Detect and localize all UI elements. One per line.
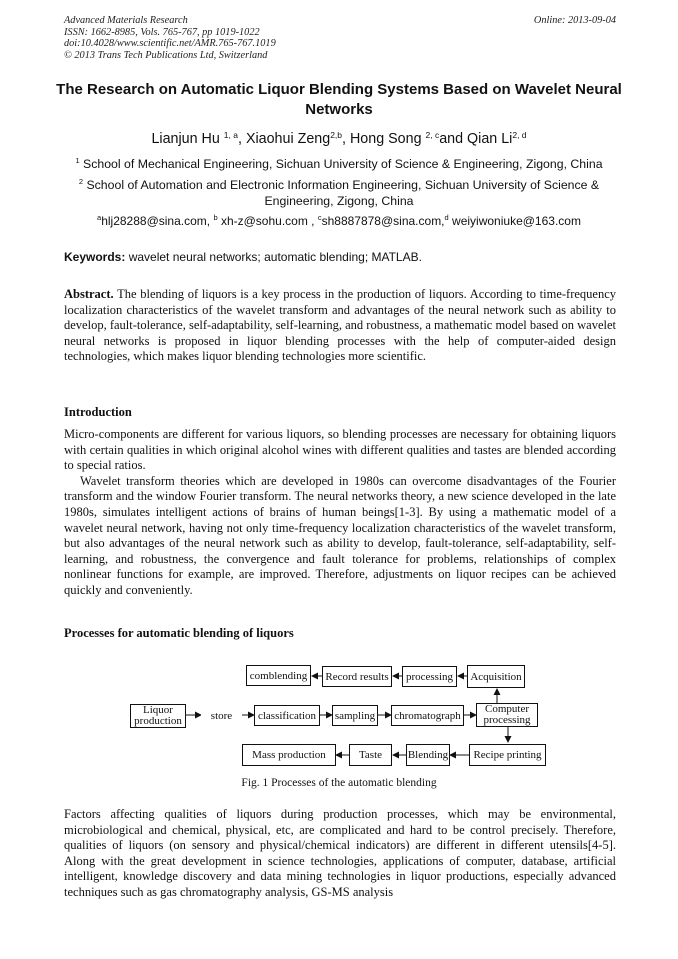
author-affiliation-mark: 1, a: [223, 130, 238, 140]
email-mark: b: [213, 213, 218, 222]
affiliation-2: [56, 178, 622, 209]
email-link[interactable]: hlj28288@sina.com,: [101, 214, 214, 228]
author-affiliation-mark: 2, d: [512, 130, 527, 140]
email-mark: c: [317, 213, 322, 222]
email-link[interactable]: sh8887878@sina.com,: [321, 214, 445, 228]
section-heading-introduction: Introduction: [64, 405, 132, 419]
journal-name: Advanced Materials Research: [64, 15, 188, 26]
journal-header: [64, 15, 616, 61]
node-blending: Blending: [406, 744, 450, 766]
figure-caption: Fig. 1 Processes of the automatic blending: [241, 777, 437, 789]
abstract-label: Abstract.: [64, 287, 114, 301]
affiliation-text: School of Automation and Electronic Information Engineering, Sichuan University of Science & Engineering, Zigong, China: [86, 178, 600, 208]
node-record-results: Record results: [322, 666, 392, 687]
author-name: Hong Song: [349, 131, 422, 147]
author-emails: [50, 214, 628, 229]
node-acquisition: Acquisition: [467, 665, 525, 688]
node-taste: Taste: [349, 744, 392, 766]
abstract: [64, 287, 616, 365]
node-computer-processing: Computer processing: [476, 703, 538, 727]
affiliation-mark: 1: [75, 156, 80, 165]
paragraph: Factors affecting qualities of liquors during production processes, which may be environmental, microbiological and chemical, physical, etc, are complicated and hard to be control precisely. Therefore, qualities of liquors (on sensory and physical/chemical indicators) are different in different utensils[4-5]. Along with the great development in science technologies, applications of computer, database, artificial intelligent, knowledge discovery and data mining technologies in liquor productions, especially advanced techniques such as gas chromatography analysis, GS-MS analysis: [64, 807, 616, 899]
node-classification: classification: [254, 705, 320, 726]
node-mass-production: Mass production: [242, 744, 336, 766]
keywords: [64, 250, 616, 265]
node-sampling: sampling: [332, 705, 378, 726]
affiliation-mark: 2: [78, 177, 84, 186]
node-comblending: comblending: [246, 665, 311, 686]
keywords-label: Keywords:: [64, 250, 126, 264]
copyright-line: © 2013 Trans Tech Publications Ltd, Switzerland: [64, 49, 268, 61]
author-list: Lianjun Hu $^{1, a}$, Xiaohui Zeng$^{2,b}$, Hong Song $^{2, c}$and Qian Li$^{2, d}$: [151, 130, 527, 147]
email-link[interactable]: weiyiwoniuke@163.com: [448, 214, 581, 228]
email-mark: d: [444, 213, 449, 222]
email-link[interactable]: xh-z@sohu.com ,: [217, 214, 318, 228]
section-heading-processes: Processes for automatic blending of liquors: [64, 626, 294, 640]
author-name: Qian Li: [467, 131, 513, 147]
keywords-text: wavelet neural networks; automatic blending; MATLAB.: [125, 250, 422, 264]
paragraph: Wavelet transform theories which are developed in 1980s can overcome disadvantages of the Fourier transform and the window Fourier transform. The neural networks theory, a new science developed in the late 1980s, simulates intelligent actions of brains of human beings[1-3]. By using a mathematic model of a wavelet neural network, having not only time-frequency localization characteristics of the wavelet transform, but also advantages of the neural network such as ability to develop, fault-tolerance, self-adaptability, self-learning, and robustness, the convergence and fault tolerance for problems, relationships of complex nonlinear functions for example, are improved. Therefore, adjustments on liquor recipes can be achieved quickly and conveniently.: [64, 473, 616, 597]
doi-line: doi:10.4028/www.scientific.net/AMR.765-767.1019: [64, 38, 276, 50]
node-store: store: [201, 705, 242, 726]
issn-line: ISSN: 1662-8985, Vols. 765-767, pp 1019-1022: [64, 26, 260, 38]
online-date: Online: 2013-09-04: [533, 15, 616, 26]
node-liquor-production: Liquor production: [130, 704, 186, 728]
introduction-body: [64, 427, 616, 599]
author-affiliation-mark: 2, c: [425, 130, 440, 140]
affiliation-1: [56, 157, 622, 173]
paper-title: The Research on Automatic Liquor Blending Systems Based on Wavelet Neural Networks: [56, 81, 622, 118]
node-chromatograph: chromatograph: [391, 705, 464, 726]
processes-body: [64, 807, 616, 901]
email-mark: a: [97, 213, 102, 222]
node-recipe-printing: Recipe printing: [469, 744, 546, 766]
author-name: Lianjun Hu: [151, 131, 220, 147]
affiliation-text: School of Mechanical Engineering, Sichuan University of Science & Engineering, Zigong, China: [83, 157, 603, 171]
abstract-text: The blending of liquors is a key process in the production of liquors. According to time-frequency localization characteristics of the wavelet transform and advantages of the neural network such as ability to develop, fault-tolerance, self-adaptability, self-learning, and robustness, a mathematic model based on wavelet neural networks is proposed in liquor blending processes with the help of computer-aided design technologies, which makes liquor blending technologies more scientific.: [64, 287, 616, 364]
paragraph: Micro-components are different for various liquors, so blending processes are necessary for obtaining liquors with certain qualities in which original alcohol wines with different qualities and tastes are blended according to special ratios.: [64, 427, 616, 473]
author-name: Xiaohui Zeng: [245, 131, 331, 147]
author-affiliation-mark: 2,b: [330, 130, 343, 140]
node-processing: processing: [402, 666, 457, 687]
